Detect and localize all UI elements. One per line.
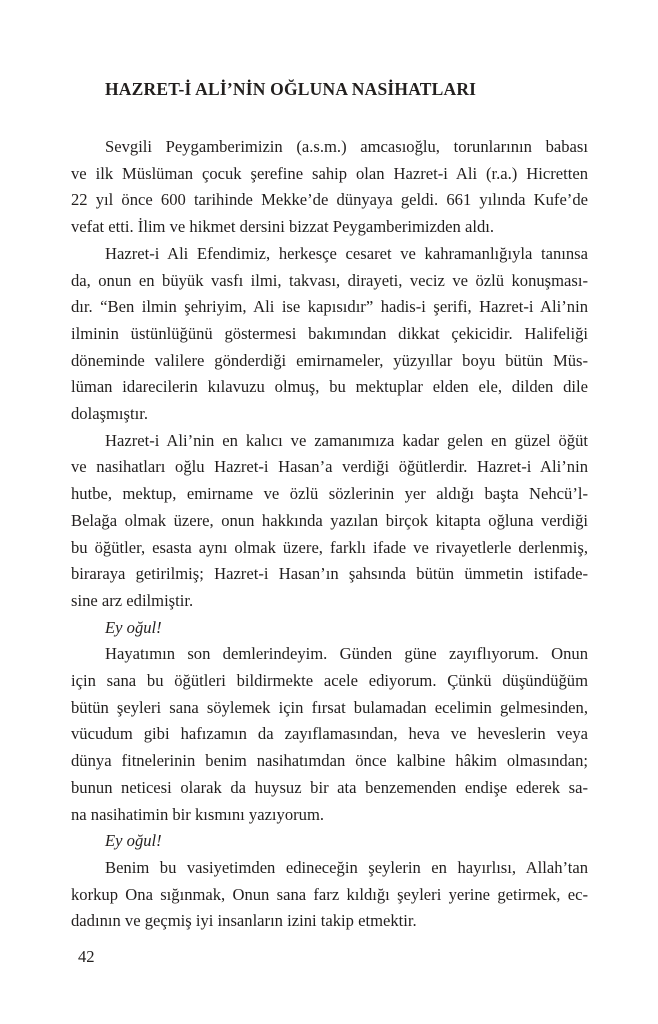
text-line: vefat etti. İlim ve hikmet dersini bizzat Peygamberimizden aldı. — [71, 217, 495, 237]
text-line: Benim bu vasiyetimden edineceğin şeylerin en hayırlısı, Allah’tan — [105, 857, 588, 877]
text-line: ilminin üstünlüğünü göstermesi bakımından dikkat çekicidir. Halifeliği — [71, 323, 588, 343]
text-line: bunun neticesi olarak da huysuz bir ata benzemenden endişe ederek sa- — [71, 777, 588, 797]
paragraph — [71, 828, 588, 855]
text-line: lüman idarecilerin kılavuzu olmuş, bu mektuplar elden ele, dilden dile — [71, 377, 588, 397]
paragraph — [71, 641, 588, 828]
text-line: ve nasihatları oğlu Hazret-i Hasan’a verdiği öğütlerdir. Hazret-i Ali’nin — [71, 457, 588, 477]
text-line: korkup Ona sığınmak, Onun sana farz kıldığı şeyleri yerine getirmek, ec- — [71, 884, 588, 904]
text-line: dır. “Ben ilmin şehriyim, Ali ise kapısıdır” hadis-i şerifi, Hazret-i Ali’nin — [71, 297, 588, 317]
text-line: Hazret-i Ali Efendimiz, herkesçe cesaret ve kahramanlığıyla tanınsa — [105, 243, 588, 263]
paragraph — [71, 241, 588, 428]
text-block — [71, 134, 588, 935]
text-line: Ey oğul! — [105, 617, 162, 637]
text-line: Ey oğul! — [105, 831, 162, 851]
text-line: hutbe, mektup, emirname ve özlü sözlerinin yer aldığı başta Nehcü’l- — [71, 484, 588, 504]
paragraph — [71, 428, 588, 615]
text-line: 22 yıl önce 600 tarihinde Mekke’de dünyaya geldi. 661 yılında Kufe’de — [71, 190, 588, 210]
text-line: dolaşmıştır. — [71, 404, 148, 424]
text-line: biraraya getirilmiş; Hazret-i Hasan’ın şahsında bütün ümmetin istifade- — [71, 564, 588, 584]
text-line: Belağa olmak üzere, onun hakkında yazılan birçok kitapta oğluna verdiği — [71, 510, 588, 530]
text-line: vücudum gibi hafızamın da zayıflamasından, heva ve heveslerin veya — [71, 724, 588, 744]
chapter-title: HAZRET-İ ALİ’NİN OĞLUNA NASİHATLARI — [105, 79, 477, 99]
text-line: na nasihatimin bir kısmını yazıyorum. — [71, 804, 325, 824]
text-line: sine arz edilmiştir. — [71, 590, 194, 610]
text-line: döneminde valilere gönderdiği emirnameler, yüzyıllar boyu bütün Müs- — [71, 350, 588, 370]
text-line: Sevgili Peygamberimizin (a.s.m.) amcasıoğlu, torunlarının babası — [105, 137, 588, 156]
text-line: Hazret-i Ali’nin en kalıcı ve zamanımıza kadar gelen en güzel öğüt — [105, 430, 588, 450]
text-line: Hayatımın son demlerindeyim. Günden güne zayıflıyorum. Onun — [105, 644, 588, 664]
paragraph — [71, 134, 588, 241]
paragraph — [71, 855, 588, 935]
text-line: ve ilk Müslüman çocuk şerefine sahip olan Hazret-i Ali (r.a.) Hicretten — [71, 163, 588, 183]
page-number: 42 — [78, 947, 95, 966]
text-line: bu öğütler, esasta aynı olmak üzere, farklı ifade ve rivayetlerle derlenmiş, — [71, 537, 588, 557]
text-line: için sana bu öğütleri bildirmekte acele ediyorum. Çünkü düşündüğüm — [71, 671, 588, 691]
text-line: da, onun en büyük vasfı ilmi, takvası, dirayeti, veciz ve özlü konuşması- — [71, 270, 588, 290]
text-line: dünya fitnelerinin benim nasihatımdan önce kalbine hâkim olmasından; — [71, 751, 588, 771]
paragraph — [71, 615, 588, 642]
text-line: dadının ve geçmiş iyi insanların izini takip etmektir. — [71, 911, 417, 931]
text-line: bütün şeyleri sana söylemek için fırsat bulamadan ecelimin gelmesinden, — [71, 697, 588, 717]
